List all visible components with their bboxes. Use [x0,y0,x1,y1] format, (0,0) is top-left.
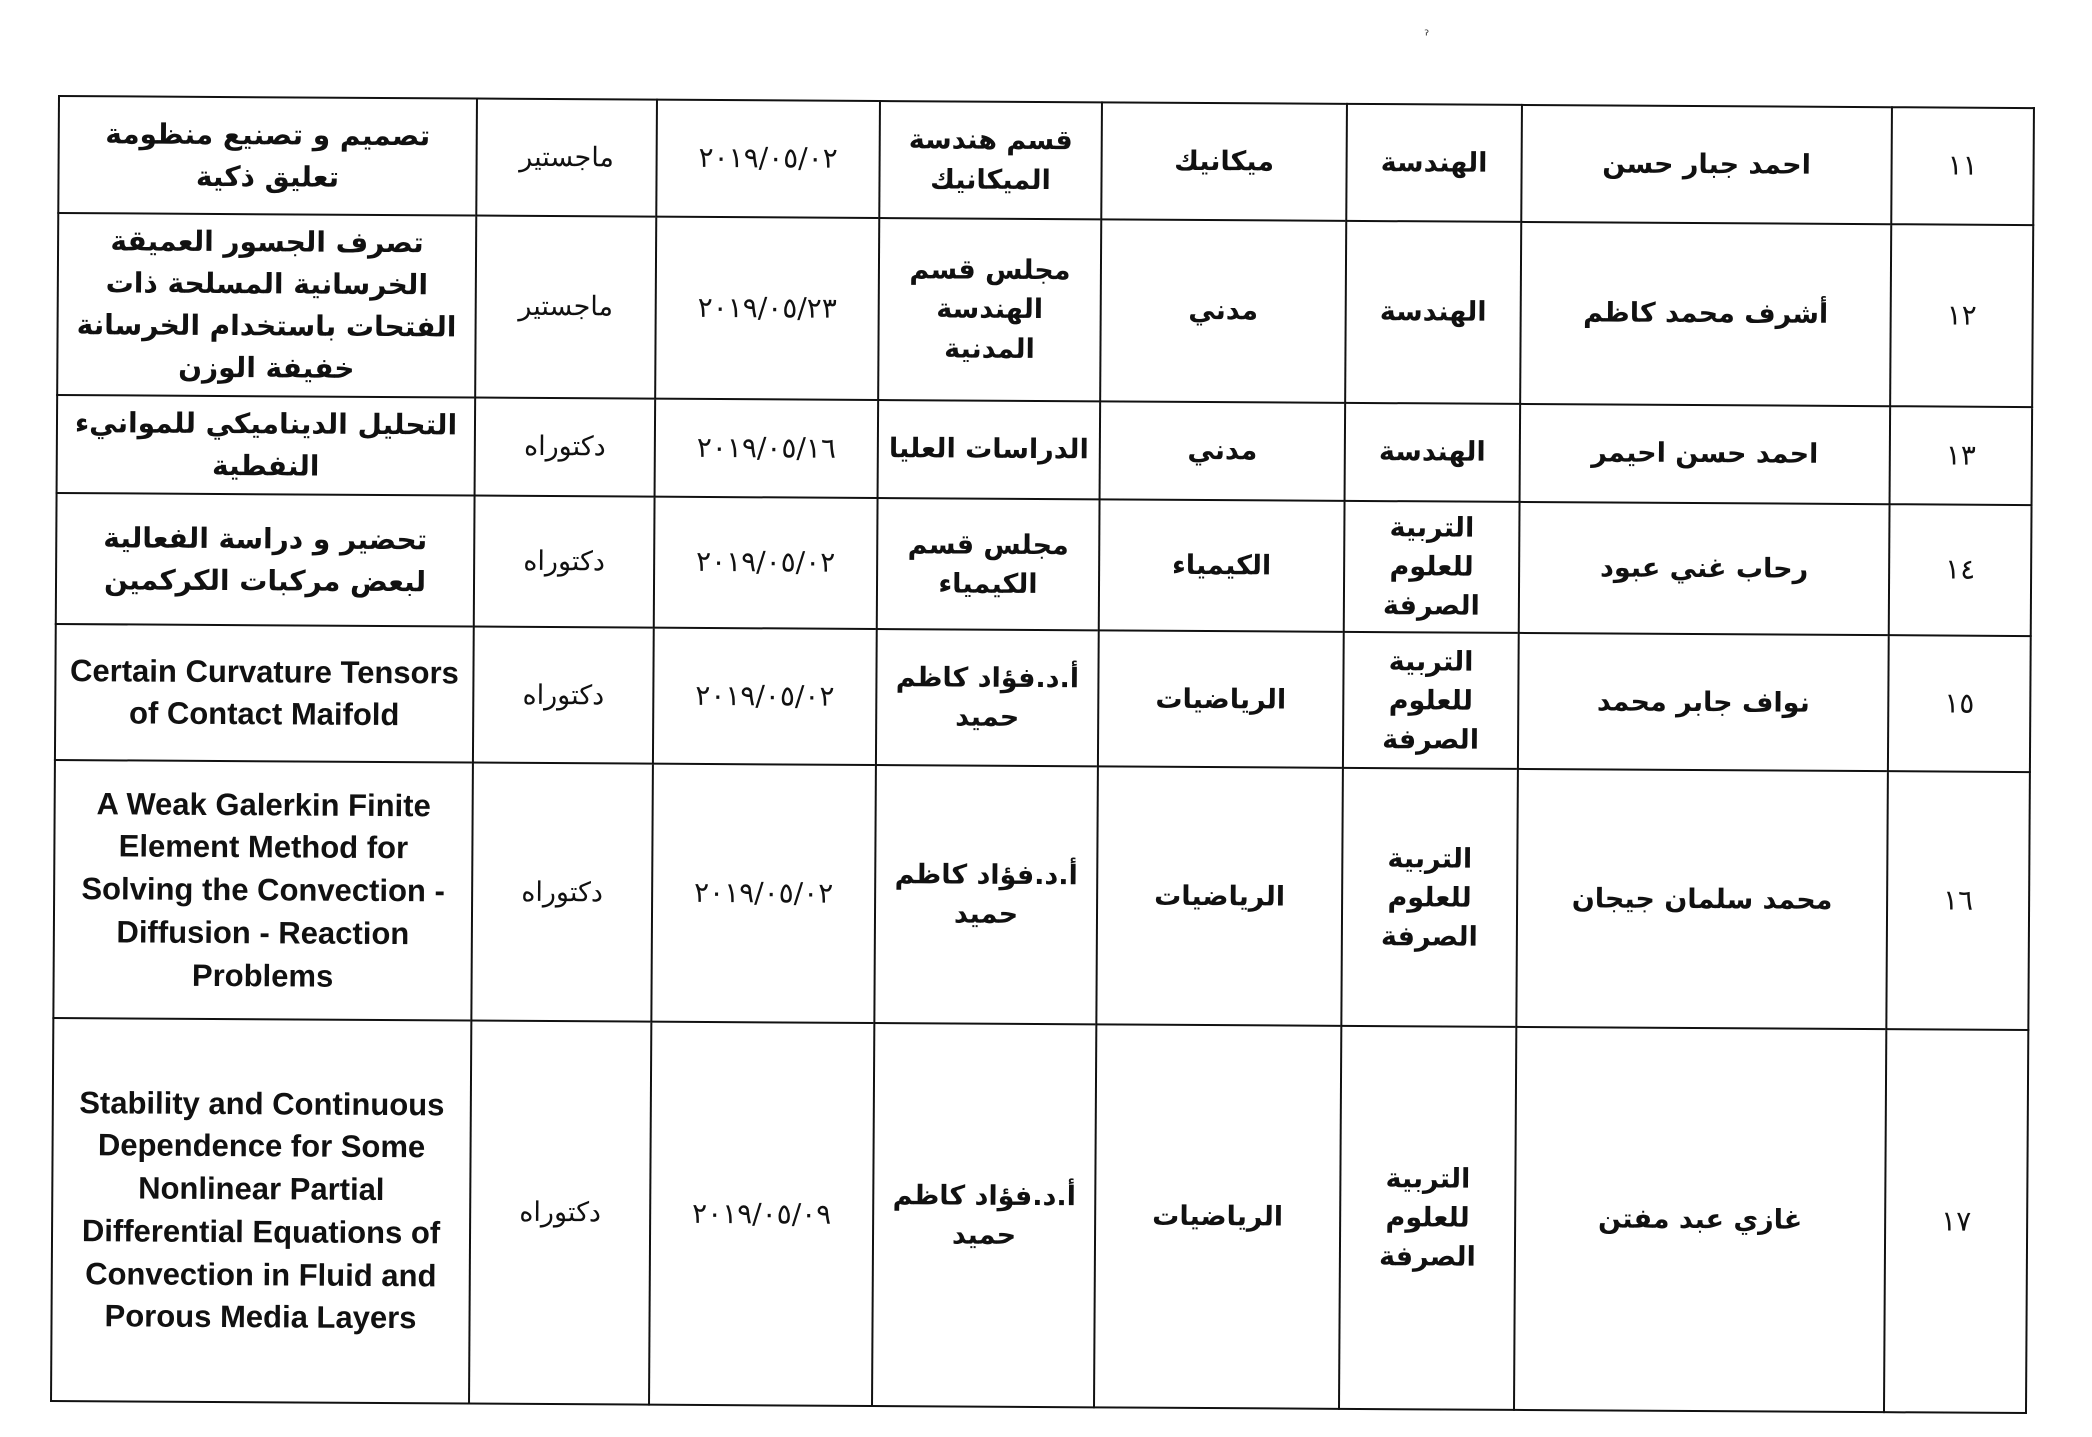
row-number: ١٧ [1884,1030,2028,1414]
student-name: رحاب غني عبود [1519,502,1890,636]
thesis-title: Certain Curvature Tensors of Contact Maifold [55,624,474,763]
approving-body: قسم هندسة الميكانيك [879,101,1102,219]
approval-date: ٢٠١٩/٠٥/٠٢ [653,628,877,765]
college: التربية للعلوم الصرفة [1343,632,1519,769]
degree: ماجستير [475,216,656,399]
degree: دكتوراه [471,763,653,1022]
approval-date: ٢٠١٩/٠٥/٠٩ [649,1022,874,1406]
student-name: غازي عبد مفتن [1514,1027,1886,1412]
thesis-title: A Weak Galerkin Finite Element Method for Solving the Convection - Diffusion - Reaction Problems [53,760,473,1021]
approving-body: أ.د.فؤاد كاظم حميد [872,1023,1096,1407]
approving-body: أ.د.فؤاد كاظم حميد [874,765,1098,1024]
thesis-title: تحضير و دراسة الفعالية لبعض مركبات الكركمين [56,493,475,627]
approval-date: ٢٠١٩/٠٥/٠٢ [656,100,880,218]
specialization: الرياضيات [1096,767,1343,1026]
row-number: ١٤ [1889,504,2032,636]
row-number: ١٥ [1888,636,2031,773]
scan-artifact-mark: ˀ [1424,28,1430,44]
specialization: الكيمياء [1099,499,1345,632]
approval-date: ٢٠١٩/٠٥/٢٣ [655,217,879,400]
specialization: الرياضيات [1094,1025,1341,1409]
degree: دكتوراه [475,398,656,497]
college: التربية للعلوم الصرفة [1344,501,1520,633]
row-number: ١١ [1891,107,2034,225]
approval-date: ٢٠١٩/٠٥/١٦ [655,399,879,498]
approving-body: أ.د.فؤاد كاظم حميد [876,629,1099,766]
degree: دكتوراه [469,1021,651,1405]
college: الهندسة [1345,221,1521,404]
table-row [55,624,2031,772]
thesis-title: تصميم و تصنيع منظومة تعليق ذكية [58,96,477,216]
approval-date: ٢٠١٩/٠٥/٠٢ [654,497,878,630]
student-name: احمد جبار حسن [1521,105,1892,224]
college: التربية للعلوم الصرفة [1341,768,1518,1027]
approving-body: مجلس قسم الهندسة المدنية [878,218,1101,401]
student-name: أشرف محمد كاظم [1520,222,1891,406]
thesis-title: التحليل الديناميكي للموانيء النفطية [57,395,476,496]
table-row [51,1018,2028,1413]
table-row [57,395,2033,505]
approving-body: الدراسات العليا [878,400,1101,499]
specialization: مدني [1100,219,1346,402]
row-number: ١٢ [1890,224,2033,407]
college: الهندسة [1346,104,1522,222]
approval-date: ٢٠١٩/٠٥/٠٢ [651,764,876,1023]
row-number: ١٣ [1890,406,2033,505]
row-number: ١٦ [1886,772,2030,1031]
student-name: نواف جابر محمد [1518,633,1889,771]
specialization: ميكانيك [1101,102,1347,220]
thesis-title: Stability and Continuous Dependence for Some Nonlinear Partial Differential Equations of Convection in Fluid and Porous Media Layers [51,1018,471,1404]
approving-body: مجلس قسم الكيمياء [877,498,1100,631]
table-row [56,493,2032,636]
table-row [58,96,2034,225]
degree: دكتوراه [473,627,654,764]
student-name: محمد سلمان جيجان [1516,769,1888,1029]
thesis-title: تصرف الجسور العميقة الخرسانية المسلحة ذات الفتحات باستخدام الخرسانة خفيفة الوزن [57,213,476,398]
specialization: الرياضيات [1098,631,1344,768]
college: الهندسة [1345,403,1521,502]
degree: دكتوراه [474,496,655,629]
student-name: احمد حسن احيمر [1520,404,1891,504]
table-row [53,760,2030,1030]
degree: ماجستير [476,99,657,217]
specialization: مدني [1100,401,1346,500]
theses-table [50,95,2035,1414]
college: التربية للعلوم الصرفة [1339,1026,1516,1410]
table-row [57,213,2033,407]
